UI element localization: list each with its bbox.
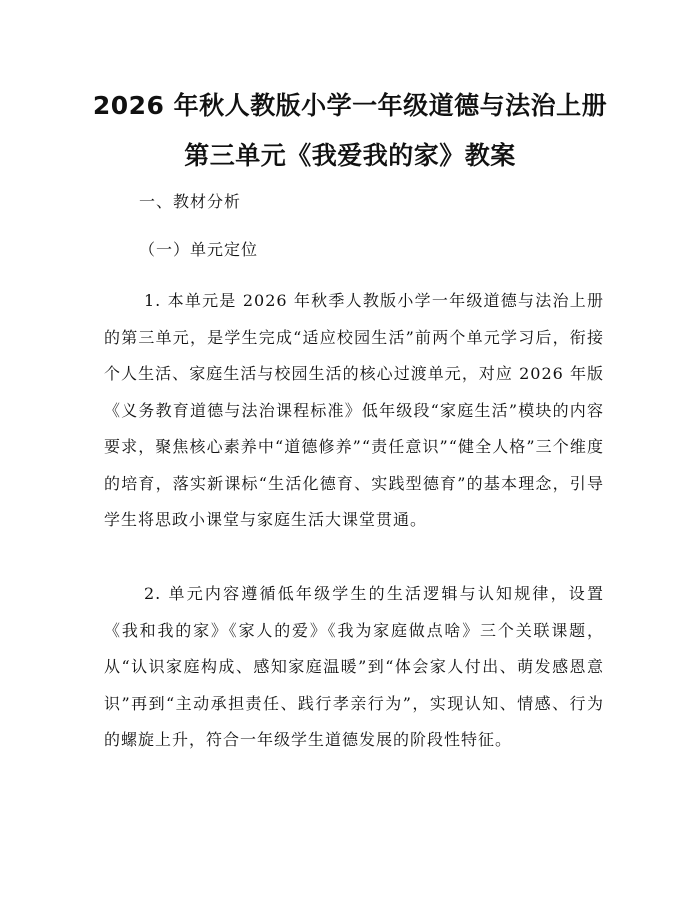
paragraph-2: 2. 单元内容遵循低年级学生的生活逻辑与认知规律，设置《我和我的家》《家人的爱》《我为家庭做点啥》三个关联课题，从“认识家庭构成、感知家庭温暖”到“体会家人付出、萌发感恩意识”再到“主动承担责任、践行孝亲行为”，实现认知、情感、行为的螺旋上升，符合一年级学生道德发展的阶段性特征。 — [104, 584, 604, 749]
section-heading: 一、教材分析 — [139, 192, 242, 211]
title-line-2: 第三单元《我爱我的家》教案 — [184, 141, 516, 170]
document-title — [40, 85, 660, 185]
subsection-heading: （一）单元定位 — [139, 240, 259, 259]
paragraph-1: 1. 本单元是 2026 年秋季人教版小学一年级道德与法治上册的第三单元，是学生完成“适应校园生活”前两个单元学习后，衔接个人生活、家庭生活与校园生活的核心过渡单元，对应 2026 年版《义务教育道德与法治课程标准》低年级段“家庭生活”模块的内容要求，聚焦核心素养中“道德修养”“责任意识”“健全人格”三个维度的培育，落实新课标“生活化德育、实践型德育”的基本理念，引导学生将思政小课堂与家庭生活大课堂贯通。 — [104, 291, 604, 529]
title-line-1: 2026 年秋人教版小学一年级道德与法治上册 — [92, 91, 608, 120]
